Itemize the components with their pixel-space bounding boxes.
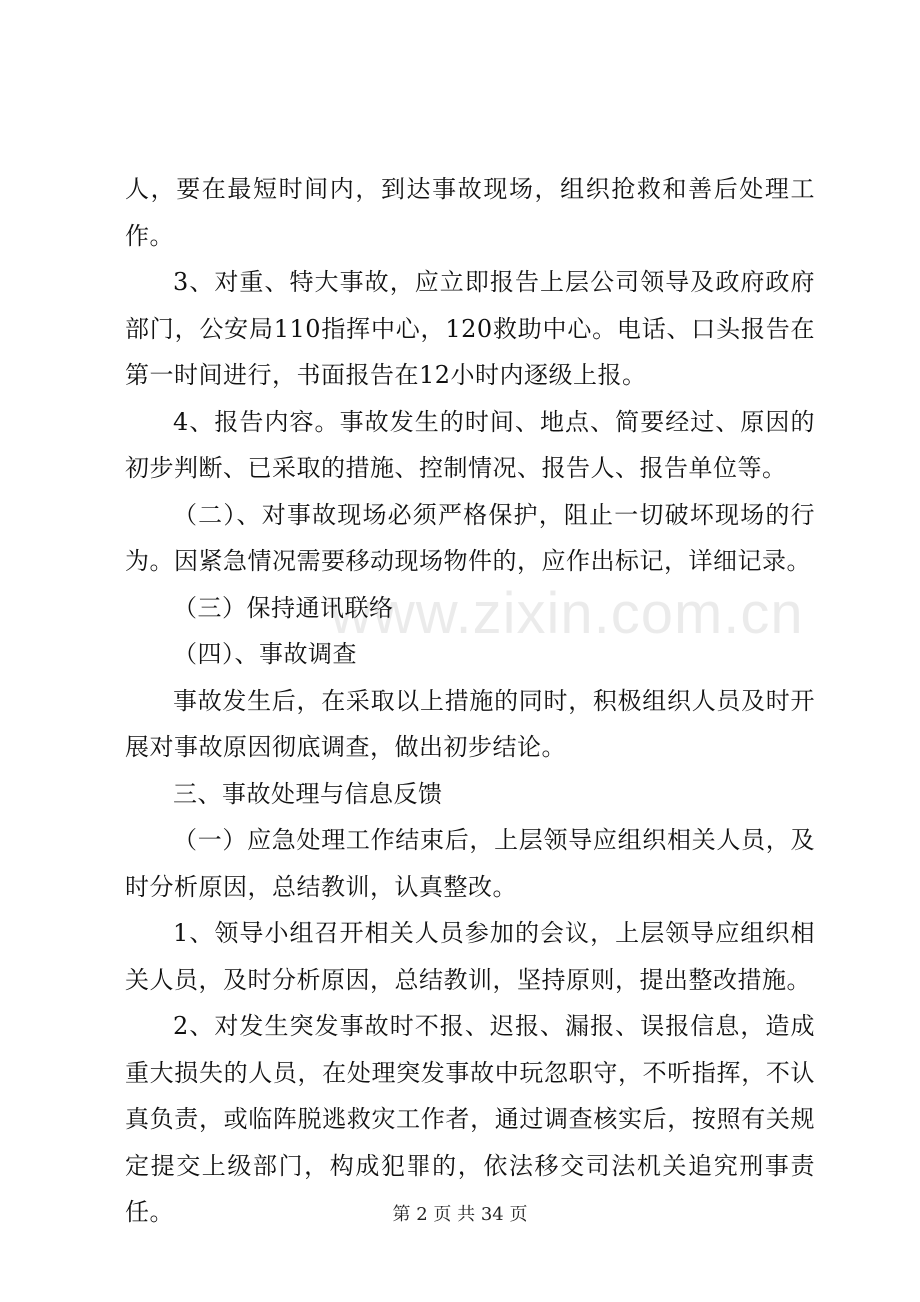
paragraph: （三）保持通讯联络 [173,593,394,622]
paragraph: 1、领导小组召开相关人员参加的会议，上层领导应组织相关人员，及时分析原因，总结教训，坚持原则，提出整改措施。 [125,919,815,994]
paragraph: 事故发生后，在采取以上措施的同时，积极组织人员及时开展对事故原因彻底调查，做出初步结论。 [125,686,815,761]
paragraph: （四）、事故调查 [173,640,357,668]
watermark: www.zixin.com.cn [330,581,804,646]
paragraph: 三、事故处理与信息反馈 [173,779,443,808]
paragraph: 人，要在最短时间内，到达事故现场，组织抢救和善后处理工作。 [125,175,815,250]
paragraph: （二）、对事故现场必须严格保护，阻止一切破坏现场的行为。因紧急情况需要移动现场物件的，应作出标记，详细记录。 [125,500,815,575]
paragraph: 3、对重、特大事故，应立即报告上层公司领导及政府政府部门，公安局110指挥中心，120救助中心。电话、口头报告在第一时间进行，书面报告在12小时内逐级上报。 [125,268,815,389]
document-body [125,166,815,1236]
paragraph: 4、报告内容。事故发生的时间、地点、简要经过、原因的初步判断、已采取的措施、控制情况、报告人、报告单位等。 [125,407,815,482]
paragraph: 2、对发生突发事故时不报、迟报、漏报、误报信息，造成重大损失的人员，在处理突发事故中玩忽职守，不听指挥，不认真负责，或临阵脱逃救灾工作者，通过调查核实后，按照有关规定提交上级部门，构成犯罪的，依法移交司法机关追究刑事责任。 [125,1012,815,1226]
paragraph: （一）应急处理工作结束后，上层领导应组织相关人员，及时分析原因，总结教训，认真整改。 [125,826,815,901]
page-number-footer: 第 2 页 共 34 页 [392,1204,528,1225]
